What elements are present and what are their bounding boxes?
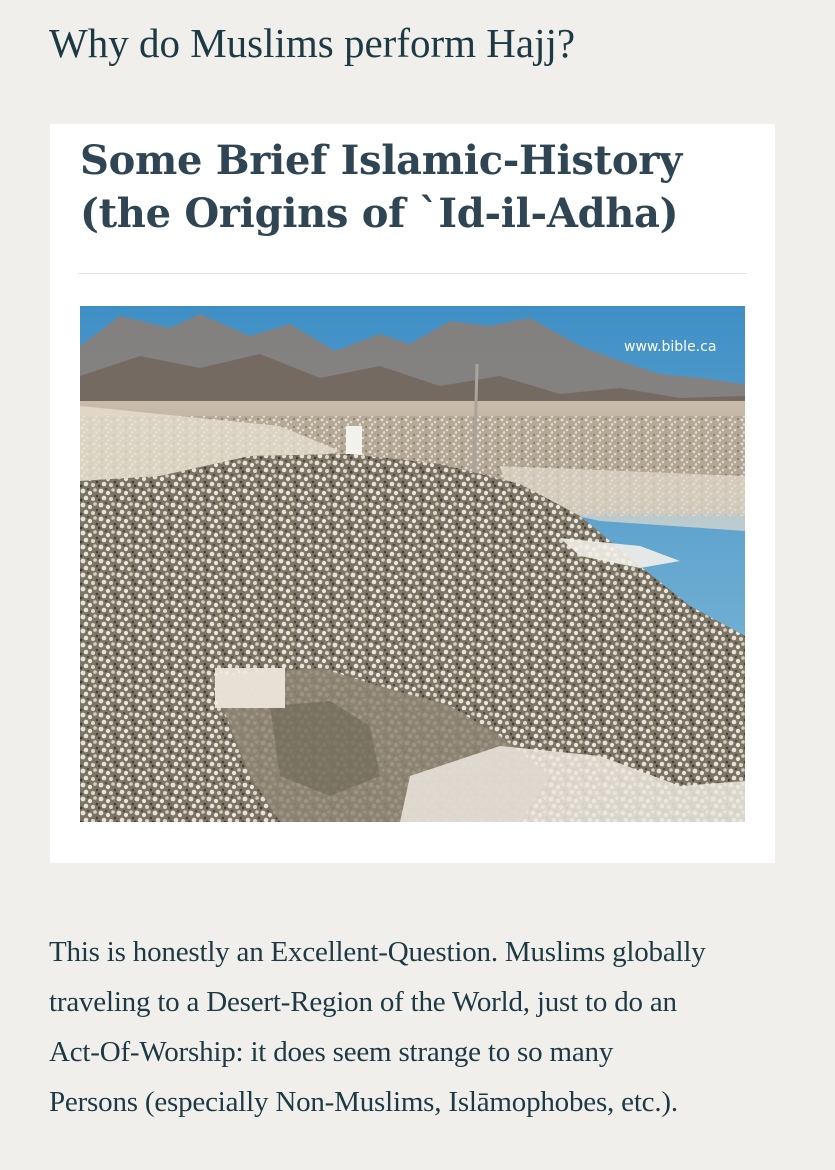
photo-watermark: www.bible.ca xyxy=(624,339,717,355)
article-body: This is honestly an Excellent-Question. Muslims globally traveling to a Desert-Region of the World, just to do an Act-Of-Worship: it does seem strange to so many Persons (especially Non-Muslims, Islāmophobes, etc.). xyxy=(49,936,706,1118)
hajj-photo xyxy=(80,306,745,822)
page-title: Why do Muslims perform Hajj? xyxy=(49,20,576,66)
card-divider xyxy=(78,273,747,274)
card-heading: Some Brief Islamic-History (the Origins of `Id-il-Adha) xyxy=(80,137,682,237)
article-card xyxy=(50,124,775,863)
